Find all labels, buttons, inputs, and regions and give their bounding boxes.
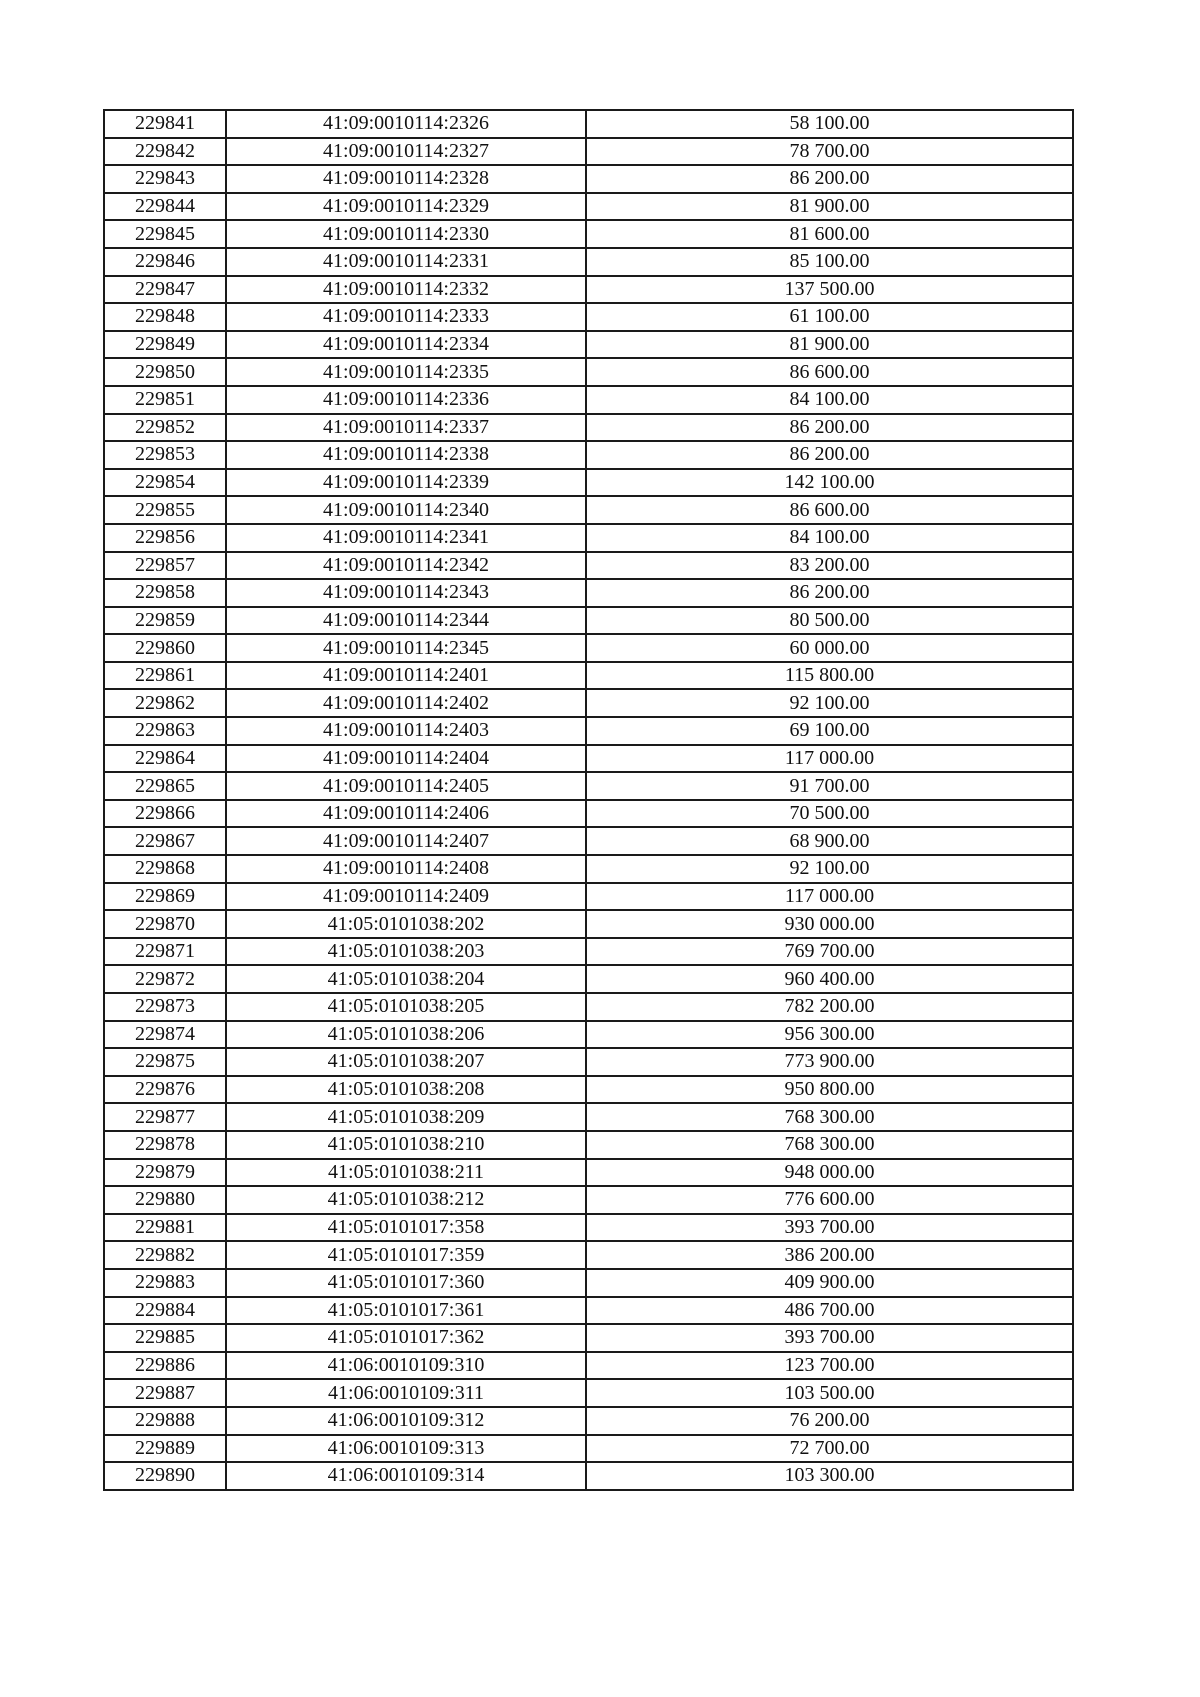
- table-row: [104, 965, 1073, 993]
- cadastral-value-cell: 85 100.00: [586, 248, 1073, 276]
- cadastral-value-cell: 768 300.00: [586, 1103, 1073, 1131]
- table-row: [104, 358, 1073, 386]
- cadastral-number-cell: 41:06:0010109:314: [226, 1462, 586, 1490]
- table-row: [104, 634, 1073, 662]
- row-number-cell: 229879: [104, 1159, 226, 1187]
- table-row: [104, 276, 1073, 304]
- cadastral-number-cell: 41:05:0101038:212: [226, 1186, 586, 1214]
- cadastral-number-cell: 41:09:0010114:2331: [226, 248, 586, 276]
- table-row: [104, 579, 1073, 607]
- cadastral-value-cell: 769 700.00: [586, 938, 1073, 966]
- cadastral-number-cell: 41:09:0010114:2408: [226, 855, 586, 883]
- table-row: [104, 110, 1073, 138]
- cadastral-value-cell: 486 700.00: [586, 1297, 1073, 1325]
- table-row: [104, 1462, 1073, 1490]
- cadastral-number-cell: 41:05:0101017:360: [226, 1269, 586, 1297]
- table-row: [104, 1131, 1073, 1159]
- table-row: [104, 883, 1073, 911]
- row-number-cell: 229866: [104, 800, 226, 828]
- row-number-cell: 229863: [104, 717, 226, 745]
- cadastral-value-cell: 86 200.00: [586, 414, 1073, 442]
- table-row: [104, 607, 1073, 635]
- cadastral-number-cell: 41:09:0010114:2402: [226, 689, 586, 717]
- cadastral-value-cell: 60 000.00: [586, 634, 1073, 662]
- row-number-cell: 229886: [104, 1352, 226, 1380]
- cadastral-value-cell: 86 200.00: [586, 579, 1073, 607]
- cadastral-number-cell: 41:09:0010114:2401: [226, 662, 586, 690]
- cadastral-value-cell: 103 300.00: [586, 1462, 1073, 1490]
- table-row: [104, 1076, 1073, 1104]
- cadastral-value-cell: 76 200.00: [586, 1407, 1073, 1435]
- cadastral-value-cell: 782 200.00: [586, 993, 1073, 1021]
- table-row: [104, 910, 1073, 938]
- cadastral-number-cell: 41:09:0010114:2330: [226, 220, 586, 248]
- table-row: [104, 1324, 1073, 1352]
- cadastral-number-cell: 41:09:0010114:2407: [226, 827, 586, 855]
- cadastral-number-cell: 41:09:0010114:2334: [226, 331, 586, 359]
- cadastral-value-cell: 948 000.00: [586, 1159, 1073, 1187]
- cadastral-value-cell: 81 900.00: [586, 193, 1073, 221]
- cadastral-value-cell: 930 000.00: [586, 910, 1073, 938]
- row-number-cell: 229865: [104, 772, 226, 800]
- row-number-cell: 229874: [104, 1021, 226, 1049]
- row-number-cell: 229877: [104, 1103, 226, 1131]
- cadastral-number-cell: 41:05:0101038:205: [226, 993, 586, 1021]
- row-number-cell: 229882: [104, 1241, 226, 1269]
- row-number-cell: 229854: [104, 469, 226, 497]
- cadastral-value-cell: 393 700.00: [586, 1324, 1073, 1352]
- cadastral-value-cell: 768 300.00: [586, 1131, 1073, 1159]
- table-row: [104, 1021, 1073, 1049]
- cadastral-value-cell: 70 500.00: [586, 800, 1073, 828]
- table-row: [104, 1297, 1073, 1325]
- table-row: [104, 1048, 1073, 1076]
- cadastral-value-cell: 950 800.00: [586, 1076, 1073, 1104]
- cadastral-number-cell: 41:09:0010114:2337: [226, 414, 586, 442]
- cadastral-value-cell: 81 600.00: [586, 220, 1073, 248]
- cadastral-value-cell: 61 100.00: [586, 303, 1073, 331]
- cadastral-number-cell: 41:06:0010109:311: [226, 1379, 586, 1407]
- table-row: [104, 331, 1073, 359]
- row-number-cell: 229887: [104, 1379, 226, 1407]
- table-row: [104, 1186, 1073, 1214]
- table-row: [104, 717, 1073, 745]
- row-number-cell: 229864: [104, 745, 226, 773]
- table-row: [104, 524, 1073, 552]
- cadastral-value-cell: 80 500.00: [586, 607, 1073, 635]
- row-number-cell: 229876: [104, 1076, 226, 1104]
- table-row: [104, 441, 1073, 469]
- cadastral-value-cell: 103 500.00: [586, 1379, 1073, 1407]
- table-row: [104, 138, 1073, 166]
- cadastral-value-cell: 115 800.00: [586, 662, 1073, 690]
- table-row: [104, 1241, 1073, 1269]
- cadastral-number-cell: 41:05:0101038:206: [226, 1021, 586, 1049]
- cadastral-value-cell: 83 200.00: [586, 552, 1073, 580]
- row-number-cell: 229869: [104, 883, 226, 911]
- row-number-cell: 229847: [104, 276, 226, 304]
- table-row: [104, 993, 1073, 1021]
- row-number-cell: 229851: [104, 386, 226, 414]
- table-row: [104, 662, 1073, 690]
- cadastral-number-cell: 41:05:0101038:208: [226, 1076, 586, 1104]
- cadastral-number-cell: 41:09:0010114:2336: [226, 386, 586, 414]
- row-number-cell: 229867: [104, 827, 226, 855]
- row-number-cell: 229875: [104, 1048, 226, 1076]
- row-number-cell: 229862: [104, 689, 226, 717]
- cadastral-number-cell: 41:05:0101038:202: [226, 910, 586, 938]
- cadastral-number-cell: 41:06:0010109:310: [226, 1352, 586, 1380]
- cadastral-number-cell: 41:05:0101038:204: [226, 965, 586, 993]
- cadastral-value-cell: 117 000.00: [586, 745, 1073, 773]
- cadastral-number-cell: 41:09:0010114:2326: [226, 110, 586, 138]
- table-row: [104, 1352, 1073, 1380]
- table-row: [104, 1269, 1073, 1297]
- cadastral-value-cell: 776 600.00: [586, 1186, 1073, 1214]
- cadastral-number-cell: 41:09:0010114:2409: [226, 883, 586, 911]
- cadastral-number-cell: 41:05:0101038:207: [226, 1048, 586, 1076]
- table-row: [104, 469, 1073, 497]
- cadastral-number-cell: 41:05:0101017:359: [226, 1241, 586, 1269]
- table-row: [104, 248, 1073, 276]
- cadastral-number-cell: 41:09:0010114:2332: [226, 276, 586, 304]
- cadastral-number-cell: 41:05:0101038:209: [226, 1103, 586, 1131]
- cadastral-value-cell: 86 600.00: [586, 496, 1073, 524]
- cadastral-value-cell: 92 100.00: [586, 855, 1073, 883]
- row-number-cell: 229888: [104, 1407, 226, 1435]
- row-number-cell: 229848: [104, 303, 226, 331]
- row-number-cell: 229872: [104, 965, 226, 993]
- row-number-cell: 229880: [104, 1186, 226, 1214]
- cadastral-number-cell: 41:05:0101017:361: [226, 1297, 586, 1325]
- row-number-cell: 229855: [104, 496, 226, 524]
- table-row: [104, 414, 1073, 442]
- cadastral-number-cell: 41:09:0010114:2343: [226, 579, 586, 607]
- row-number-cell: 229871: [104, 938, 226, 966]
- row-number-cell: 229889: [104, 1435, 226, 1463]
- table-row: [104, 496, 1073, 524]
- cadastral-value-cell: 91 700.00: [586, 772, 1073, 800]
- cadastral-number-cell: 41:09:0010114:2329: [226, 193, 586, 221]
- cadastral-number-cell: 41:09:0010114:2345: [226, 634, 586, 662]
- table-row: [104, 745, 1073, 773]
- row-number-cell: 229845: [104, 220, 226, 248]
- cadastral-number-cell: 41:05:0101038:211: [226, 1159, 586, 1187]
- cadastral-number-cell: 41:05:0101017:362: [226, 1324, 586, 1352]
- cadastral-number-cell: 41:09:0010114:2339: [226, 469, 586, 497]
- row-number-cell: 229885: [104, 1324, 226, 1352]
- cadastral-value-cell: 86 200.00: [586, 165, 1073, 193]
- cadastral-number-cell: 41:09:0010114:2333: [226, 303, 586, 331]
- row-number-cell: 229844: [104, 193, 226, 221]
- cadastral-number-cell: 41:09:0010114:2405: [226, 772, 586, 800]
- cadastral-number-cell: 41:05:0101038:210: [226, 1131, 586, 1159]
- table-row: [104, 689, 1073, 717]
- table-row: [104, 193, 1073, 221]
- cadastral-number-cell: 41:09:0010114:2406: [226, 800, 586, 828]
- table-row: [104, 165, 1073, 193]
- table-row: [104, 1214, 1073, 1242]
- cadastral-number-cell: 41:09:0010114:2338: [226, 441, 586, 469]
- table-row: [104, 386, 1073, 414]
- table-row: [104, 303, 1073, 331]
- cadastral-number-cell: 41:09:0010114:2404: [226, 745, 586, 773]
- cadastral-number-cell: 41:09:0010114:2342: [226, 552, 586, 580]
- table-row: [104, 1159, 1073, 1187]
- table-row: [104, 938, 1073, 966]
- row-number-cell: 229857: [104, 552, 226, 580]
- cadastral-value-cell: 773 900.00: [586, 1048, 1073, 1076]
- cadastral-value-cell: 117 000.00: [586, 883, 1073, 911]
- row-number-cell: 229881: [104, 1214, 226, 1242]
- table-row: [104, 1379, 1073, 1407]
- row-number-cell: 229841: [104, 110, 226, 138]
- table-row: [104, 1435, 1073, 1463]
- cadastral-value-cell: 409 900.00: [586, 1269, 1073, 1297]
- cadastral-value-cell: 86 600.00: [586, 358, 1073, 386]
- cadastral-value-cell: 92 100.00: [586, 689, 1073, 717]
- cadastral-number-cell: 41:09:0010114:2327: [226, 138, 586, 166]
- cadastral-value-cell: 960 400.00: [586, 965, 1073, 993]
- row-number-cell: 229849: [104, 331, 226, 359]
- row-number-cell: 229843: [104, 165, 226, 193]
- cadastral-number-cell: 41:09:0010114:2344: [226, 607, 586, 635]
- cadastral-number-cell: 41:09:0010114:2328: [226, 165, 586, 193]
- cadastral-value-table: [103, 109, 1074, 1491]
- table-row: [104, 772, 1073, 800]
- row-number-cell: 229868: [104, 855, 226, 883]
- cadastral-number-cell: 41:06:0010109:313: [226, 1435, 586, 1463]
- table-row: [104, 552, 1073, 580]
- cadastral-value-cell: 81 900.00: [586, 331, 1073, 359]
- row-number-cell: 229852: [104, 414, 226, 442]
- cadastral-value-cell: 68 900.00: [586, 827, 1073, 855]
- row-number-cell: 229856: [104, 524, 226, 552]
- cadastral-value-cell: 72 700.00: [586, 1435, 1073, 1463]
- cadastral-number-cell: 41:09:0010114:2340: [226, 496, 586, 524]
- row-number-cell: 229853: [104, 441, 226, 469]
- row-number-cell: 229842: [104, 138, 226, 166]
- row-number-cell: 229873: [104, 993, 226, 1021]
- cadastral-value-cell: 78 700.00: [586, 138, 1073, 166]
- cadastral-value-cell: 137 500.00: [586, 276, 1073, 304]
- table-row: [104, 1103, 1073, 1131]
- row-number-cell: 229890: [104, 1462, 226, 1490]
- cadastral-value-cell: 123 700.00: [586, 1352, 1073, 1380]
- table-row: [104, 1407, 1073, 1435]
- row-number-cell: 229850: [104, 358, 226, 386]
- cadastral-value-cell: 58 100.00: [586, 110, 1073, 138]
- table-row: [104, 827, 1073, 855]
- row-number-cell: 229884: [104, 1297, 226, 1325]
- row-number-cell: 229883: [104, 1269, 226, 1297]
- cadastral-value-cell: 84 100.00: [586, 386, 1073, 414]
- table-body: [104, 110, 1073, 1490]
- row-number-cell: 229846: [104, 248, 226, 276]
- row-number-cell: 229858: [104, 579, 226, 607]
- row-number-cell: 229860: [104, 634, 226, 662]
- table-row: [104, 855, 1073, 883]
- row-number-cell: 229878: [104, 1131, 226, 1159]
- cadastral-value-cell: 386 200.00: [586, 1241, 1073, 1269]
- row-number-cell: 229861: [104, 662, 226, 690]
- cadastral-value-cell: 86 200.00: [586, 441, 1073, 469]
- cadastral-value-cell: 393 700.00: [586, 1214, 1073, 1242]
- cadastral-number-cell: 41:06:0010109:312: [226, 1407, 586, 1435]
- cadastral-value-cell: 84 100.00: [586, 524, 1073, 552]
- cadastral-number-cell: 41:09:0010114:2341: [226, 524, 586, 552]
- table-row: [104, 220, 1073, 248]
- table-row: [104, 800, 1073, 828]
- cadastral-value-cell: 956 300.00: [586, 1021, 1073, 1049]
- cadastral-value-cell: 142 100.00: [586, 469, 1073, 497]
- cadastral-number-cell: 41:05:0101017:358: [226, 1214, 586, 1242]
- cadastral-value-cell: 69 100.00: [586, 717, 1073, 745]
- cadastral-number-cell: 41:05:0101038:203: [226, 938, 586, 966]
- row-number-cell: 229870: [104, 910, 226, 938]
- cadastral-number-cell: 41:09:0010114:2403: [226, 717, 586, 745]
- row-number-cell: 229859: [104, 607, 226, 635]
- cadastral-number-cell: 41:09:0010114:2335: [226, 358, 586, 386]
